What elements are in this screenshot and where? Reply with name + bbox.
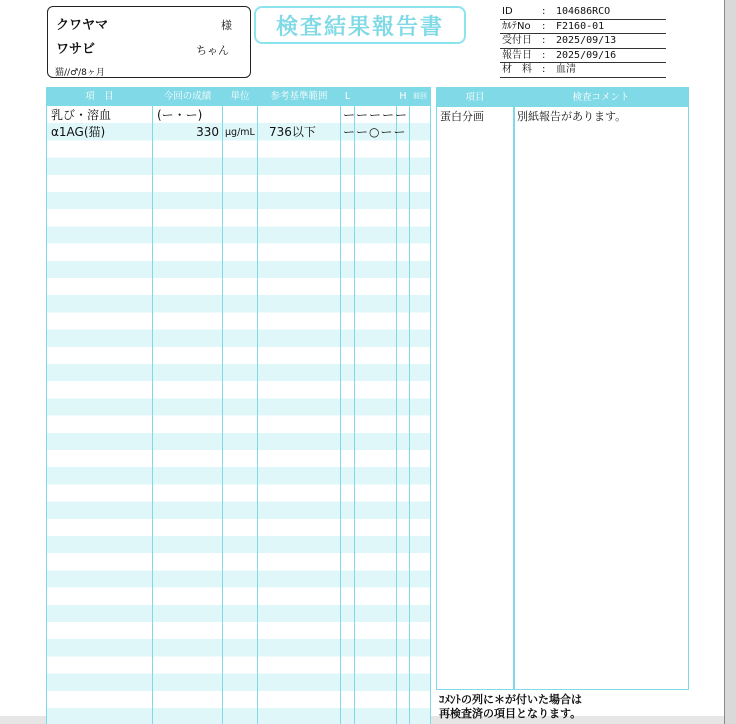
comment-item: 蛋白分画 — [440, 110, 484, 123]
comment-table — [436, 87, 689, 690]
info-label: 報告日 — [502, 49, 532, 61]
info-label: 材 料 — [502, 64, 532, 75]
patient-box — [47, 6, 251, 78]
row-range: 736以下 — [269, 125, 316, 139]
info-row-material — [500, 63, 666, 78]
row-result: (ー・ー) — [157, 108, 203, 122]
header-comment-item: 項目 — [465, 92, 485, 103]
header-high: H — [399, 91, 407, 102]
header-result: 今回の成績 — [163, 91, 212, 102]
info-row-reported — [500, 49, 666, 64]
header-unit: 単位 — [230, 91, 250, 102]
info-value: F2160-01 — [556, 20, 605, 32]
header-previous: 前回 — [413, 92, 427, 100]
info-value: 104686RCO — [556, 6, 611, 17]
info-row-karte — [500, 20, 666, 35]
results-table-header — [47, 87, 430, 106]
table-row — [47, 124, 430, 141]
row-item: 乳び・溶血 — [51, 108, 112, 122]
owner-suffix: 様 — [221, 19, 232, 32]
page-edge — [724, 0, 736, 724]
info-colon: : — [542, 20, 546, 32]
footnote — [439, 693, 582, 721]
results-table — [46, 87, 431, 724]
footnote-line: ｺﾒﾝﾄの列に＊が付いた場合は — [439, 693, 582, 706]
info-value: 血清 — [556, 64, 576, 75]
info-label: ｶﾙﾃNo — [502, 20, 531, 32]
info-label: ID — [502, 6, 513, 17]
report-info — [500, 5, 666, 78]
row-marks: ーー○ーー — [343, 125, 407, 139]
info-row-id — [500, 5, 666, 20]
row-item: α1AG(猫) — [51, 125, 106, 139]
header-comment: 検査コメント — [572, 92, 630, 103]
info-colon: : — [542, 49, 546, 61]
row-marks: ーーーーー — [343, 108, 409, 122]
info-value: 2025/09/13 — [556, 35, 617, 46]
owner-name: クワヤマ — [56, 18, 109, 33]
info-colon: : — [542, 6, 546, 17]
report-title: 検査結果報告書 — [254, 6, 466, 44]
comment-table-header — [437, 88, 688, 107]
footnote-line: 再検査済の項目となります。 — [439, 707, 582, 720]
pet-info: 猫//♂/8ヶ月 — [55, 68, 105, 78]
comment-text: 別紙報告があります。 — [517, 110, 627, 123]
header-range: 参考基準範囲 — [270, 91, 328, 102]
column-divider — [513, 88, 515, 689]
row-result: 330 — [196, 125, 219, 139]
table-row — [47, 107, 430, 124]
pet-suffix: ちゃん — [196, 44, 229, 57]
row-unit: μg/mL — [225, 127, 255, 138]
pet-name: ワサビ — [56, 42, 96, 57]
header-low: L — [344, 91, 351, 102]
info-row-received — [500, 34, 666, 49]
header-mid — [355, 87, 396, 106]
info-label: 受付日 — [502, 35, 532, 46]
header-item: 項 目 — [85, 91, 114, 102]
info-value: 2025/09/16 — [556, 49, 617, 61]
info-colon: : — [542, 64, 546, 75]
info-colon: : — [542, 35, 546, 46]
